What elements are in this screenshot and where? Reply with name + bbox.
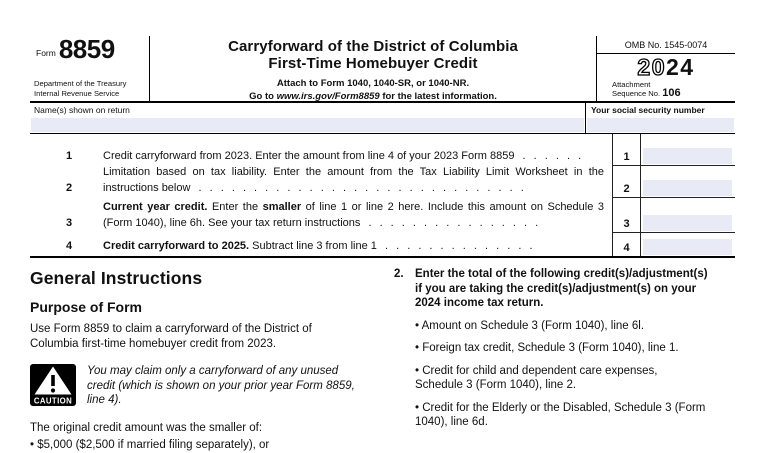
line-4-amount-cell — [640, 233, 735, 256]
name-ssn-row — [30, 103, 735, 134]
goto-suffix: for the latest information. — [379, 91, 497, 102]
tax-year-outline: 20 — [637, 54, 666, 80]
line-3-box-number: 3 — [612, 198, 640, 233]
line-4-number: 4 — [66, 239, 73, 252]
name-label: Name(s) shown on return — [34, 105, 130, 115]
bullet-foreign-tax-credit: • Foreign tax credit, Schedule 3 (Form 1040), line 1. — [415, 342, 679, 354]
sequence-label: Sequence No. — [612, 89, 663, 99]
general-instructions-section — [30, 267, 735, 453]
dot-leader: . . . . . . — [514, 149, 582, 162]
instructions-left-column — [30, 267, 362, 453]
omb-number: OMB No. 1545-0074 — [597, 36, 735, 54]
line-2-text: 2 Limitation based on tax liability. Enter the amount from the Tax Liability Limit Worksheet in the instructions below . . . . . . . . . . . . . . . . . . . . . . . . . . . . . . — [30, 165, 612, 198]
goto-prefix: Go to — [249, 91, 277, 102]
worksheet-item-2 — [392, 267, 708, 311]
tax-year-solid: 24 — [666, 54, 695, 80]
ssn-label: Your social security number — [591, 105, 705, 115]
line-3-text: 3 Current year credit. Enter the smaller of line 1 or line 2 here. Include this amount on Schedule 3 (Form 1040), line 6h. See your tax return instructions . . . . . . . . . . . . . . . . — [30, 200, 612, 233]
goto-instruction — [150, 91, 596, 102]
line-3-amount-cell — [640, 198, 735, 233]
line-4-amount-input[interactable] — [643, 239, 732, 255]
form-line-row-1 — [30, 134, 735, 166]
purpose-text: Use Form 8859 to claim a carryforward of the District of Columbia first-time homebuyer credit from 2023. — [30, 323, 312, 350]
sequence-number: 106 — [662, 87, 681, 100]
ssn-cell — [585, 103, 735, 133]
dot-leader: . . . . . . . . . . . . . . . . — [360, 216, 539, 229]
form-lines — [30, 134, 735, 258]
form-line-row-2 — [30, 166, 735, 198]
general-instructions-title: General Instructions — [30, 268, 203, 288]
name-input[interactable] — [31, 118, 584, 132]
bullet-child-dependent-care: • Credit for child and dependent care expenses, Schedule 3 (Form 1040), line 2. — [415, 364, 658, 391]
irs-url-link[interactable]: www.irs.gov/Form8859 — [276, 91, 380, 102]
line-1-box-number: 1 — [612, 134, 640, 166]
attachment-sequence — [597, 81, 735, 101]
dot-leader: . . . . . . . . . . . . . . — [376, 239, 533, 252]
bullet-credit-amount: • $5,000 ($2,500 if married filing separately), or — [30, 439, 270, 451]
caution-badge-text: CAUTION — [33, 396, 73, 406]
line-1-number: 1 — [66, 149, 73, 162]
bullet-schedule3-6l: • Amount on Schedule 3 (Form 1040), line 6l. — [415, 319, 645, 332]
form-line-row-4 — [30, 233, 735, 256]
bullet-elderly-disabled: • Credit for the Elderly or the Disabled, Schedule 3 (Form 1040), line 6d. — [415, 401, 706, 428]
form-number-block — [30, 36, 150, 101]
worksheet-item-2-number: 2. — [394, 268, 404, 280]
tax-year — [597, 54, 735, 79]
omb-block — [597, 36, 735, 101]
caution-block — [30, 364, 362, 408]
agency-line-2: Internal Revenue Service — [34, 88, 120, 98]
line-4-box-number: 4 — [612, 233, 640, 256]
line-1-amount-input[interactable] — [643, 148, 732, 164]
form-number: 8859 — [58, 34, 115, 64]
worksheet-item-2-text: Enter the total of the following credit(s)/adjustment(s) if you are taking the credit(s)/adjustment(s) on your 2024 income tax return. — [415, 268, 708, 309]
form-word-label: Form — [36, 48, 56, 58]
line-2-amount-input[interactable] — [643, 180, 732, 196]
name-cell — [30, 103, 585, 133]
line-1-amount-cell — [640, 134, 735, 166]
line-3-number: 3 — [66, 216, 73, 229]
dot-leader: . . . . . . . . . . . . . . . . . . . . . . . . . . . . . . — [190, 181, 524, 194]
form-line-row-3 — [30, 198, 735, 233]
form-header — [30, 36, 735, 103]
line-2-box-number: 2 — [612, 166, 640, 198]
line-2-number: 2 — [66, 181, 73, 194]
line-2-amount-cell — [640, 166, 735, 198]
line-1-text: 1 Credit carryforward from 2023. Enter the amount from line 4 of your 2023 Form 8859 . . . . . . — [30, 149, 612, 167]
agency-line-1: Department of the Treasury — [34, 79, 127, 88]
form-title-block — [150, 36, 597, 101]
line-3-amount-input[interactable] — [643, 215, 732, 231]
ssn-input[interactable] — [587, 118, 734, 132]
attach-instruction: Attach to Form 1040, 1040-SR, or 1040-NR. — [276, 78, 470, 89]
line-4-text: 4 Credit carryforward to 2025. Subtract line 3 from line 1 . . . . . . . . . . . . . . — [30, 239, 612, 257]
form-title-line-2: First-Time Homebuyer Credit — [268, 54, 478, 72]
purpose-of-form-title: Purpose of Form — [30, 299, 143, 315]
original-credit-intro: The original credit amount was the smaller of: — [30, 421, 263, 434]
caution-text: You may claim only a carryforward of any unused credit (which is shown on your prior year Form 8859, line 4). — [87, 365, 355, 406]
instructions-right-column — [392, 267, 708, 453]
attachment-word: Attachment — [612, 79, 651, 89]
form-title-line-1: Carryforward of the District of Columbia — [228, 38, 518, 55]
caution-icon — [30, 364, 76, 406]
